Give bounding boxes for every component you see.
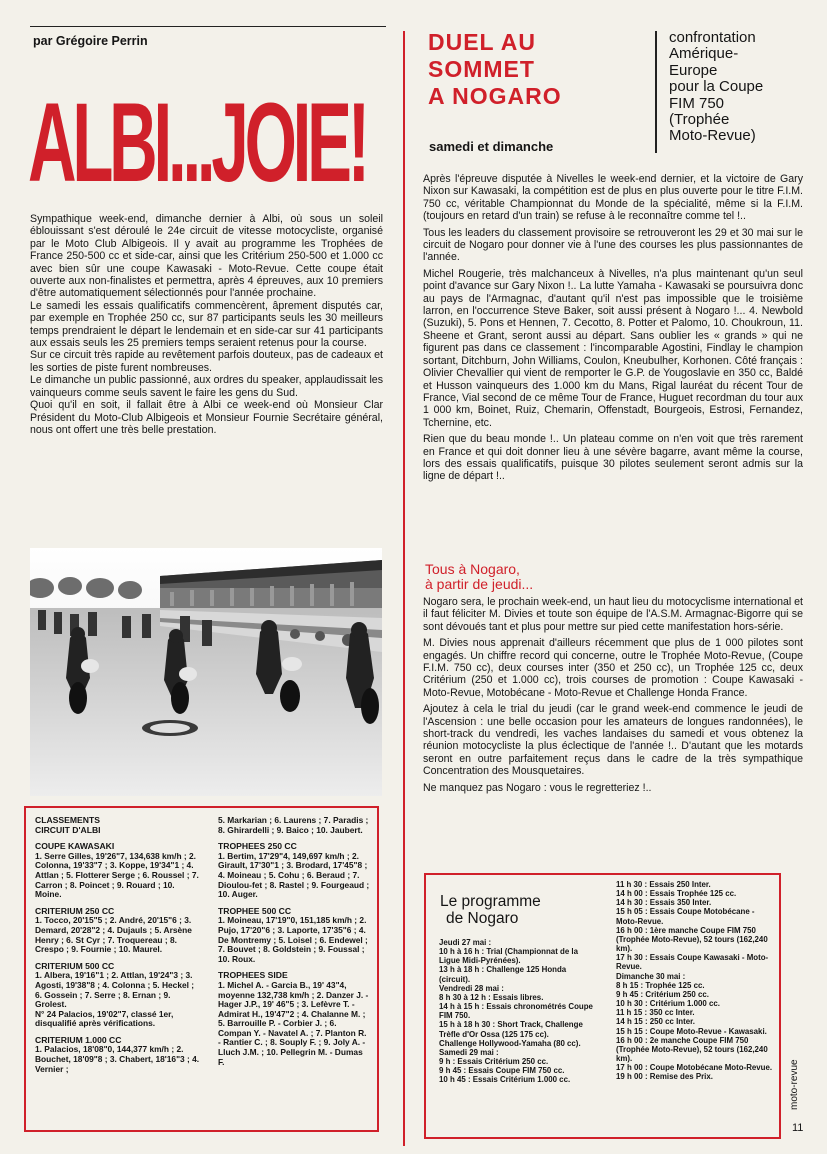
nogaro-paragraph-4: Rien que du beau monde !.. Un plateau comme on n'en voit que très rarement en France et qui doit donner lieu à une sévère bagarre, avant même la course, lors des essais qualificatifs, puisque 30 pilotes seulement seront admis sur la ligne de départ !..	[423, 433, 803, 483]
article-title-albi	[28, 84, 394, 202]
albi-paragraph-5: Quoi qu'il en soit, il fallait être à Albi ce week-end où Monsieur Clar Président du Moto-Club Albigeois et Monsieur Fournie Secrétaire général, nous ont offert une très belle prestation.	[30, 399, 383, 436]
nogaro-paragraph-5: Nogaro sera, le prochain week-end, un haut lieu du motocyclisme international et il faut féliciter M. Divies et toute son équipe de l'A.S.M. Armagnac-Bigorre qui se sont dévoués tant et plus pour mettre sur pied cette manifestation hors-série.	[423, 596, 803, 633]
programme-title-line-1: Le programme	[440, 893, 541, 910]
results-text-trophee-side: 1. Michel A. - Garcia B., 19' 43"4, moyenne 132,738 km/h ; 2. Danzer J. - Hager J.P., 19' 46"5 ; 3. Lefèvre T. - Admirat H., 19'47"2 ; 4. Chalanne M. ; 5. Barrouille P. - Corbier J. ; 6. Compan Y. - Navatel A. ; 7. Planton R. - Rantier C. ; 8. Souply F. ; 9. Joly A. - Lluch J.M. ; 10. Pellegrin M. - Dumas F.	[218, 979, 369, 1067]
article-title-albi-text: ALBI...JOIE!	[28, 84, 366, 202]
nogaro-paragraph-8: Ne manquez pas Nogaro : vous le regretteriez !..	[423, 781, 652, 794]
page-number: 11	[792, 1122, 804, 1134]
nogaro-article-body	[423, 173, 803, 487]
programme-left-schedule: Jeudi 27 mai : 10 h à 16 h : Trial (Championnat de la Ligue Midi-Pyrénées). 13 h à 18 h : Challenge 125 Honda (circuit). Vendredi 28 mai : 8 h 30 à 12 h : Essais libres. 14 h à 15 h : Essais chronométrés Coupe FIM 750. 15 h à 18 h 30 : Short Track, Challenge Trèfle d'Or Ossa (125 175 cc). Challenge Hollywood-Yamaha (80 cc). Samedi 29 mai : 9 h : Essais Critérium 250 cc. 9 h 45 : Essais Coupe FIM 750 cc. 10 h 45 : Essais Critérium 1.000 cc.	[439, 938, 593, 1085]
article-title-nogaro	[428, 29, 628, 110]
confront-line-1: confrontation	[669, 29, 756, 46]
results-title-criterium-250: CRITERIUM 250 CC	[35, 905, 115, 916]
byline: par Grégoire Perrin	[33, 34, 148, 48]
results-title-trophee-250: TROPHEES 250 CC	[218, 841, 297, 852]
results-text-criterium-1000-cont: 5. Markarian ; 6. Laurens ; 7. Paradis ; 8. Ghirardelli ; 9. Baico ; 10. Jaubert.	[218, 815, 369, 835]
results-box	[24, 806, 379, 1132]
results-text-criterium-1000: 1. Palacios, 18'08"0, 144,377 km/h ; 2. Bouchet, 18'09"8 ; 3. Chabert, 18'16"3 ; 4. Vernier ;	[35, 1044, 200, 1074]
nogaro-subtitle: samedi et dimanche	[429, 139, 554, 154]
race-start-photo	[30, 548, 382, 796]
results-title-trophee-500: TROPHEE 500 CC	[218, 905, 292, 916]
subhead-line-1: Tous à Nogaro,	[425, 561, 520, 577]
magazine-side-label	[789, 1052, 803, 1112]
nogaro-title-line-2: SOMMET	[428, 56, 535, 82]
results-right-column	[218, 816, 370, 1074]
nogaro-subhead	[425, 562, 533, 592]
albi-paragraph-4: Le dimanche un public passionné, aux ordres du speaker, applaudissait les vainqueurs comme seuls savent le faire les gens du Sud.	[30, 374, 383, 399]
nogaro-article-body-2	[423, 596, 803, 798]
nogaro-title-line-3: A NOGARO	[428, 83, 562, 109]
confront-line-5: FIM 750	[669, 94, 725, 112]
magazine-name: moto-revue	[789, 1059, 800, 1110]
nogaro-paragraph-2: Tous les leaders du classement provisoire se retrouveront les 29 et 30 mai sur le circuit de Nogaro pour donner vie à l'une des courses les plus passionnantes de l'année.	[423, 226, 803, 264]
programme-box	[424, 873, 781, 1139]
programme-title	[440, 893, 541, 927]
results-text-criterium-500: 1. Albera, 19'16"1 ; 2. Attlan, 19'24"3 ; 3. Agosti, 19'38"8 ; 4. Colonna ; 5. Heckel ; 6. Gossein ; 7. Serre ; 8. Ernan ; 9. Grolest. N° 24 Palacios, 19'02"7, classé 1er, disqualifié après vérifications.	[35, 970, 195, 1029]
confront-line-6: (Trophée	[669, 111, 730, 129]
nogaro-paragraph-7: Ajoutez à cela le trial du jeudi (car le grand week-end commence le jeudi de l'Ascension : une belle occasion pour les amateurs de longues randonnées), le short-track du vendredi, les vaches landaises du samedi et vous obtenez la réunion motocycliste la plus éclectique de l'année !.. D'autant que les motards seront en outre parfaitement reçus dans le cadre de la très sympathique Concentration des Mousquetaires.	[423, 703, 803, 778]
confront-line-4: pour la Coupe	[669, 78, 764, 96]
albi-article-body	[30, 213, 383, 436]
confront-line-7: Moto-Revue)	[669, 127, 756, 145]
results-title-trophee-side: TROPHEES SIDE	[218, 970, 288, 981]
results-text-trophee-500: 1. Moineau, 17'19"0, 151,185 km/h ; 2. Pujo, 17'20"6 ; 3. Laporte, 17'35"6 ; 4. De Montremy ; 5. Loisel ; 6. Endewel ; 7. Bouvet ; 8. Goldstein ; 9. Foussal ; 10. Roux.	[218, 915, 368, 964]
albi-paragraph-2: Le samedi les essais qualificatifs commencèrent, âprement disputés car, par exemple en Trophée 250 cc, sur 87 participants seuls les 30 meilleurs temps prendraient le départ le lendemain et en side-car sur 41 participants aux essais seuls les 25 premiers temps seraient retenus pour la course.	[30, 299, 383, 350]
confront-line-3: Europe	[669, 61, 718, 79]
confrontation-rule	[655, 31, 657, 153]
top-rule	[30, 26, 386, 27]
results-text-criterium-250: 1. Tocco, 20'15"5 ; 2. André, 20'15"6 ; 3. Demard, 20'28"2 ; 4. Dujauls ; 5. Arsène Henry ; 6. St Cyr ; 7. Troquereau ; 8. Crespo ; 9. Fournie ; 10. Maurel.	[35, 915, 192, 955]
nogaro-paragraph-6: M. Divies nous apprenait d'ailleurs récemment que plus de 1 000 pilotes sont engagés. Un chiffre record qui concerne, outre le Trophée Moto-Revue, (Coupe F.I.M. 750 cc), deux courses inter (350 et 250 cc), un Trophée 125 cc, deux Critérium (250 et 1.000 cc), trois courses de promotion : Coupe Kawasaki - Moto-Revue, Motobécane - Moto-Revue et Challenge Honda France.	[423, 637, 803, 699]
column-divider	[403, 31, 405, 1146]
results-title-kawasaki: COUPE KAWASAKI	[35, 841, 115, 852]
confront-line-2: Amérique-	[669, 45, 739, 63]
results-text-trophee-250: 1. Bertim, 17'29"4, 149,697 km/h ; 2. Girault, 17'30"1 ; 3. Brodard, 17'45"8 ; 4. Moineau ; 5. Cohu ; 6. Beraud ; 7. Dioulou-fet ; 8. Rastel ; 9. Fourgeaud ; 10. Auger.	[218, 850, 370, 900]
subhead-line-2: à partir de jeudi...	[425, 576, 534, 592]
results-heading: CLASSEMENTS CIRCUIT D'ALBI	[35, 815, 101, 835]
programme-title-line-2: de Nogaro	[446, 910, 519, 927]
albi-paragraph-1: Sympathique week-end, dimanche dernier à Albi, où sous un soleil éblouissant s'est déroulé le 24e circuit de vitesse motocycliste, organisé par le Moto Club Albigeois. Il y avait au programme les Trophées de France 250-500 cc et side-car, ainsi que les Critérium 250-500 et 1.000 cc avec bien sûr une coupe Kawasaki - Moto-Revue. Cette coupe était ouverte aux non-finalistes et permettra, après 4 épreuves, aux 10 premiers d'être automatiquement sélectionnés pour l'année prochaine.	[30, 213, 383, 300]
confrontation-deck	[669, 30, 819, 145]
results-title-criterium-500: CRITERIUM 500 CC	[35, 960, 115, 971]
results-left-column	[35, 816, 203, 1081]
nogaro-paragraph-1: Après l'épreuve disputée à Nivelles le week-end dernier, et la victoire de Gary Nixon sur Kawasaki, la compétition est de plus en plus ouverte pour le titre F.I.M. 750 cc, véritable Championnat du Monde de la spécialité, même si la F.I.M. (toujours en retard d'un train) se refuse à le reconnaître comme tel !..	[423, 173, 803, 223]
results-text-kawasaki: 1. Serre Gilles, 19'26"7, 134,638 km/h ; 2. Colonna, 19'33"7 ; 3. Koppe, 19'34"1 ; 4. Attlan ; 5. Flotterer Serge ; 6. Roussel ; 7. Carron ; 8. Poincet ; 9. Rouard ; 10. Moine.	[35, 850, 199, 900]
nogaro-title-line-1: DUEL AU	[428, 29, 536, 55]
albi-paragraph-3: Sur ce circuit très rapide au revêtement parfois douteux, pas de cadeaux et les sorties de piste furent nombreuses.	[30, 349, 383, 374]
nogaro-paragraph-3: Michel Rougerie, très malchanceux à Nivelles, n'a plus maintenant qu'un seul point d'avance sur Gary Nixon !.. La lutte Yamaha - Kawasaki se poursuivra donc au pays de l'Armagnac, d'autant qu'il n'est pas impossible que le troisième larron, en l'occurrence Steve Baker, soit aussi présent à Nogaro !... 4. Newbold (Suzuki), 5. Pons et Hennen, 7. Cecotto, 8. Potter et Palomo, 10. Choukroun, 11. Sheene et Grant, seront aussi au départ. Sans oublier les « grands » qui ne figurent pas dans ce classement : l'incomparable Agostini, Findlay le champion sortant, Ditchburn, John Williams, Coulon, Kneubulher, Korhonen. Côté français : Olivier Chevallier qui vient de remporter le G.P. de Yougoslavie en 350 cc, Baldé et Husson vainqueurs des 1.000 km du Mans, Rigal lauréat du récent Tour de France, Vial second de ce même Tour de France, Huguet recordman du tour aux 1 000 km, Boinet, Ruiz, Chemarin, Offenstadt, Bourgeois, Estrosi, Fernandez, Tchernine, etc.	[423, 267, 803, 429]
results-title-criterium-1000: CRITERIUM 1.000 CC	[35, 1034, 122, 1045]
programme-right-schedule: 11 h 30 : Essais 250 Inter. 14 h 00 : Essais Trophée 125 cc. 14 h 30 : Essais 350 Inter. 15 h 05 : Essais Coupe Motobécane - Moto-Revue. 16 h 00 : 1ère manche Coupe FIM 750 (Trophée Moto-Revue), 52 tours (162,240 km). 17 h 30 : Essais Coupe Kawasaki - Moto-Revue. Dimanche 30 mai : 8 h 15 : Trophée 125 cc. 9 h 45 : Critérium 250 cc. 10 h 30 : Critérium 1.000 cc. 11 h 15 : 350 cc Inter. 14 h 15 : 250 cc Inter. 15 h 15 : Coupe Moto-Revue - Kawasaki. 16 h 00 : 2e manche Coupe FIM 750 (Trophée Moto-Revue), 52 tours (162,240 km). 17 h 00 : Coupe Motobécane Moto-Revue. 19 h 00 : Remise des Prix.	[616, 880, 773, 1082]
